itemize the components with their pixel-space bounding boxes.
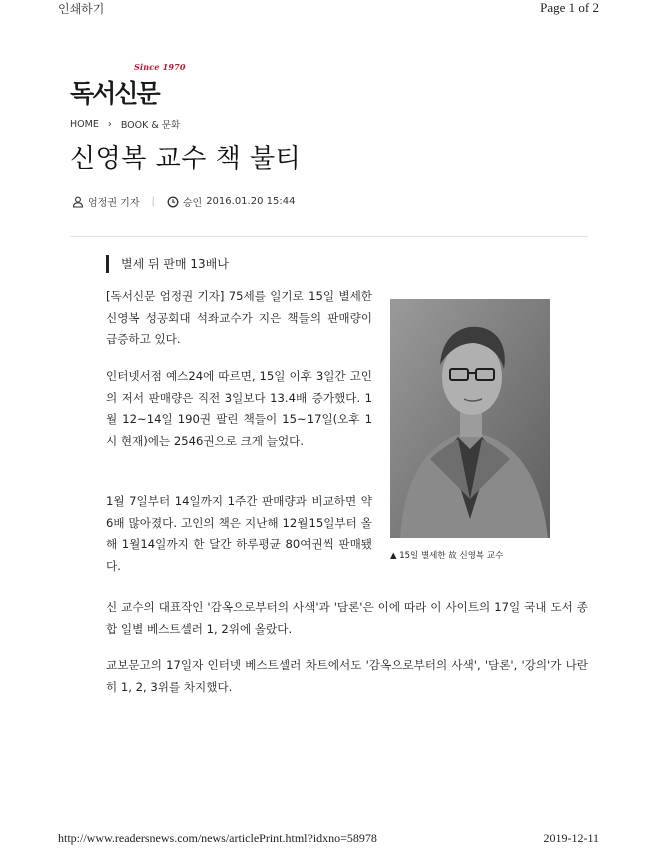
article-paragraph: [독서신문 엄정권 기자] 75세를 일기로 15일 별세한 신영복 성공회대 석좌교수가 지은 책들의 판매량이 급증하고 있다.	[106, 289, 372, 346]
breadcrumb-home[interactable]: HOME	[70, 118, 99, 130]
article-title: 신영복 교수 책 불티	[70, 144, 302, 174]
meta-divider: |	[151, 196, 155, 207]
article-paragraph: 1월 7일부터 14일까지 1주간 판매량과 비교하면 약 6배 많아졌다. 고인의 책은 지난해 12월15일부터 올해 1월14일까지 한 달간 하루평균 80여권씩 판매됐다.	[106, 494, 372, 573]
article-paragraph: 인터넷서점 예스24에 따르면, 15일 이후 3일간 고인의 저서 판매량은 직전 3일보다 13.4배 증가했다. 1월 12~14일 190권 팔린 책들이 15~17일(오후 1시 현재)에는 2546권으로 크게 늘었다.	[106, 369, 372, 448]
article-subhead: 별세 뒤 판매 13배나	[106, 255, 229, 273]
print-label: 인쇄하기	[58, 2, 105, 16]
logo-text: 독서신문	[70, 79, 159, 108]
author-name: 엄정권 기자	[88, 198, 140, 209]
article-meta	[72, 194, 295, 209]
photo-caption: ▲ 15일 별세한 故 신영복 교수	[390, 551, 504, 561]
print-url: http://www.readersnews.com/news/articlePrint.html?idxno=58978	[58, 831, 377, 845]
logo-since: Since 1970	[134, 62, 186, 72]
approved-datetime: 2016.01.20 15:44	[206, 196, 296, 207]
site-logo[interactable]	[70, 62, 190, 106]
breadcrumb	[70, 117, 180, 131]
chevron-right-icon: ›	[107, 118, 112, 130]
portrait-illustration	[390, 299, 550, 538]
article-photo[interactable]	[390, 299, 550, 538]
article-paragraph: 신 교수의 대표작인 '감옥으로부터의 사색'과 '담론'은 이에 따라 이 사이트의 17일 국내 도서 종합 일별 베스트셀러 1, 2위에 올랐다.	[106, 600, 588, 636]
user-icon	[72, 196, 84, 208]
print-date: 2019-12-11	[543, 831, 599, 845]
header-divider	[70, 236, 588, 237]
article-paragraph: 교보문고의 17일자 인터넷 베스트셀러 차트에서도 '감옥으로부터의 사색', '담론', '강의'가 나란히 1, 2, 3위를 차지했다.	[106, 658, 588, 694]
page-number: Page 1 of 2	[540, 0, 599, 15]
breadcrumb-section[interactable]: BOOK & 문화	[120, 120, 181, 131]
approved-label: 승인	[182, 198, 203, 209]
clock-icon	[167, 196, 179, 208]
